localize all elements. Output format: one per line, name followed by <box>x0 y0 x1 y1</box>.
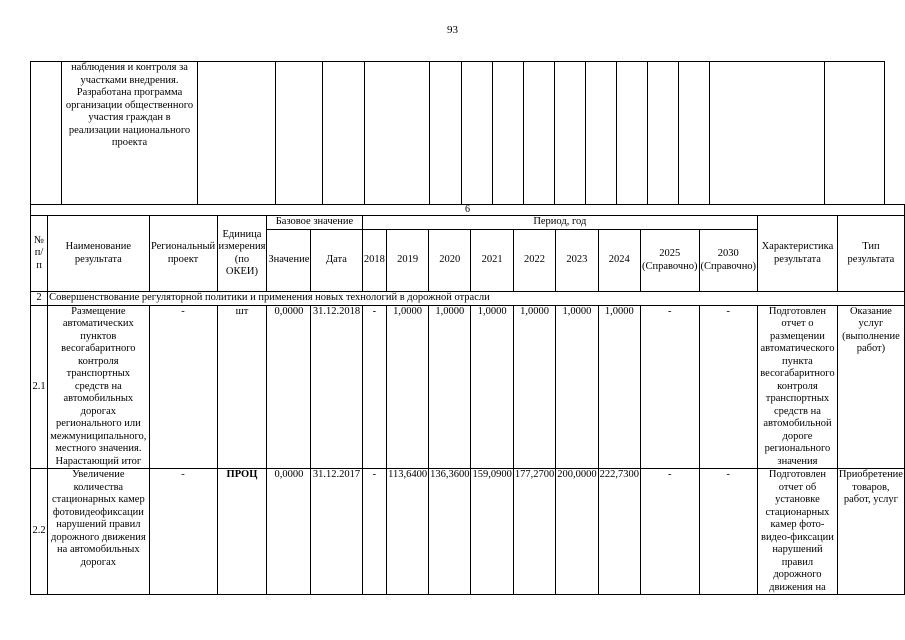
row-year-value: 200,0000 <box>556 469 598 595</box>
cont-cell-empty <box>31 62 62 205</box>
header-base-date: Дата <box>311 230 362 292</box>
row-year-value: 1,0000 <box>556 305 598 469</box>
header-year: 2022 <box>513 230 555 292</box>
continuation-table <box>30 61 885 205</box>
row-year-value: 159,0900 <box>471 469 513 595</box>
row-year-value: 222,7300 <box>598 469 640 595</box>
table-row <box>31 469 905 595</box>
results-table <box>30 204 905 595</box>
row-base-value: 0,0000 <box>267 305 311 469</box>
header-year: 2023 <box>556 230 598 292</box>
row-name: Размещение автоматических пунктов весогабаритного контроля транспортных средств на автомобильных дорогах регионального или межмуниципального, местного значения. Нарастающий итог <box>48 305 150 469</box>
header-year: 2018 <box>362 230 387 292</box>
row-year-value: 1,0000 <box>429 305 471 469</box>
header-unit: Единица измерения (по ОКЕИ) <box>217 216 267 292</box>
header-regional: Региональный проект <box>149 216 217 292</box>
header-year: 2024 <box>598 230 640 292</box>
row-base-date: 31.12.2018 <box>311 305 362 469</box>
row-year-value: 113,6400 <box>387 469 429 595</box>
header-year: 2030 (Справочно) <box>699 230 758 292</box>
table-number: 6 <box>31 205 905 216</box>
row-type: Приобретение товаров, работ, услуг <box>837 469 904 595</box>
header-year: 2020 <box>429 230 471 292</box>
header-base-value: Значение <box>267 230 311 292</box>
row-base-value: 0,0000 <box>267 469 311 595</box>
row-num: 2.1 <box>31 305 48 469</box>
table-row <box>31 305 905 469</box>
row-year-value: - <box>699 469 758 595</box>
row-name: Увеличение количества стационарных камер фотовидеофиксации нарушений правил дорожного движения на автомобильных дорогах <box>48 469 150 595</box>
row-characteristic: Подготовлен отчет о размещении автоматического пункта весогабаритного контроля транспортных средств на автомобильной дороге регионального значения <box>758 305 838 469</box>
header-period: Период, год <box>362 216 757 230</box>
section-title: Совершенствование регуляторной политики и применения новых технологий в дорожной отрасли <box>48 292 905 306</box>
row-regional: - <box>149 469 217 595</box>
row-year-value: 1,0000 <box>471 305 513 469</box>
row-characteristic: Подготовлен отчет об установке стационарных камер фото-видео-фиксации нарушений правил дорожного движения на <box>758 469 838 595</box>
row-year-value: - <box>640 305 699 469</box>
header-year: 2025 (Справочно) <box>640 230 699 292</box>
row-num: 2.2 <box>31 469 48 595</box>
row-base-date: 31.12.2017 <box>311 469 362 595</box>
row-unit: ПРОЦ <box>217 469 267 595</box>
row-year-value: 177,2700 <box>513 469 555 595</box>
header-name: Наименование результата <box>48 216 150 292</box>
row-year-value: - <box>362 305 387 469</box>
row-year-value: - <box>699 305 758 469</box>
page-number: 93 <box>447 24 458 36</box>
header-type: Тип результата <box>837 216 904 292</box>
row-unit: шт <box>217 305 267 469</box>
header-base: Базовое значение <box>267 216 362 230</box>
header-year: 2019 <box>387 230 429 292</box>
row-year-value: - <box>640 469 699 595</box>
row-type: Оказание услуг (выполнение работ) <box>837 305 904 469</box>
row-year-value: 136,3600 <box>429 469 471 595</box>
row-year-value: 1,0000 <box>387 305 429 469</box>
row-regional: - <box>149 305 217 469</box>
header-characteristic: Характеристика результата <box>758 216 838 292</box>
header-num: № п/п <box>31 216 48 292</box>
cont-cell-name: наблюдения и контроля за участками внедрения. Разработана программа организации общественного участия граждан в реализации национального проекта <box>62 62 198 205</box>
row-year-value: 1,0000 <box>598 305 640 469</box>
section-num: 2 <box>31 292 48 306</box>
header-year: 2021 <box>471 230 513 292</box>
row-year-value: 1,0000 <box>513 305 555 469</box>
row-year-value: - <box>362 469 387 595</box>
